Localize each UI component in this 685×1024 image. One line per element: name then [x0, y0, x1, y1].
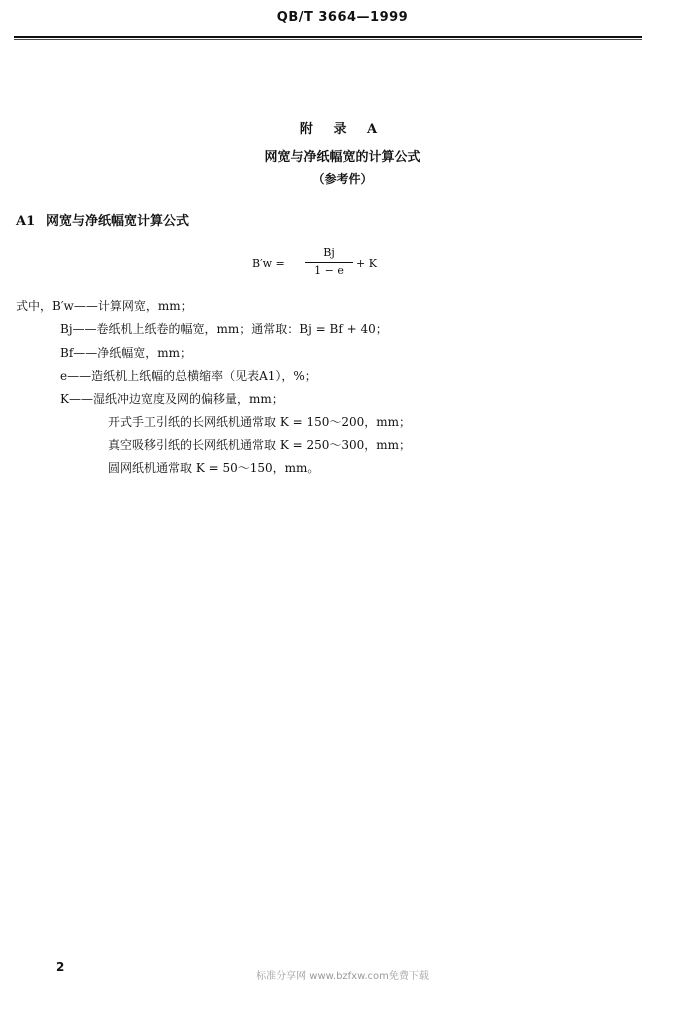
page-number: 2 [56, 960, 65, 974]
formula-tail: + K [356, 257, 377, 270]
formula-fraction [305, 245, 353, 278]
header-rule [14, 36, 642, 38]
definition-line: Bj——卷纸机上纸卷的幅宽，mm；通常取：Bj = Bf + 40； [60, 322, 388, 336]
section-heading [16, 210, 189, 229]
appendix-title: 附 录 A [299, 122, 386, 137]
watermark-text: 标准分享网 www.bzfxw.com免费下载 [256, 971, 429, 982]
definition-subline: 圆网纸机通常取 K = 50～150，mm。 [108, 461, 320, 475]
definition-line: 式中，B′w——计算网宽，mm； [16, 299, 193, 313]
definition-subline: 开式手工引纸的长网纸机通常取 K = 150～200，mm； [108, 415, 412, 429]
formula [252, 245, 382, 285]
appendix-subtitle: 网宽与净纸幅宽的计算公式 [264, 150, 421, 165]
section-title: 网宽与净纸幅宽计算公式 [46, 214, 190, 229]
definition-line: K——湿纸冲边宽度及网的偏移量，mm； [60, 392, 284, 406]
formula-denominator: 1 − e [314, 264, 344, 277]
formula-numerator: Bj [323, 246, 335, 259]
fraction-bar [305, 262, 353, 263]
definition-line: e——造纸机上纸幅的总横缩率（见表A1），%； [60, 369, 317, 383]
standard-code: QB/T 3664—1999 [276, 10, 409, 25]
appendix-note: （参考件） [312, 172, 373, 186]
header-rule-thin [14, 39, 642, 40]
definition-subline: 真空吸移引纸的长网纸机通常取 K = 250～300，mm； [108, 438, 412, 452]
formula-lhs: B′w = [252, 257, 285, 270]
section-number: A1 [16, 214, 36, 229]
definition-line: Bf——净纸幅宽，mm； [60, 346, 193, 360]
